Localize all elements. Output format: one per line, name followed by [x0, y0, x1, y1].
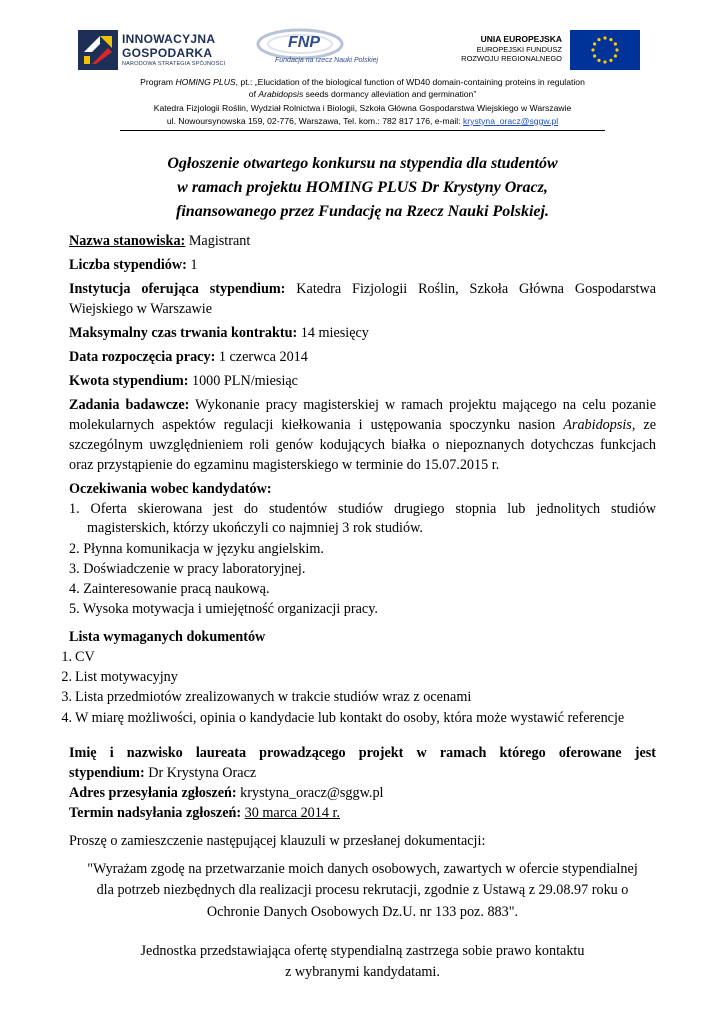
header-email-link[interactable]: krystyna_oracz@sggw.pl — [462, 116, 559, 126]
expectation-1-line1: 1. Oferta skierowana jest do studentów studiów drugiego stopnia lub jednolitych studiów — [69, 501, 656, 517]
field-tasks-line1 — [69, 395, 656, 415]
eu-star-icon — [614, 54, 617, 57]
start-label: Data rozpoczęcia pracy: — [69, 349, 216, 365]
leader-line2 — [69, 763, 256, 783]
ig-text-line1: INNOWACYJNA — [122, 32, 216, 46]
institution-value-2: Wiejskiego w Warszawie — [69, 301, 213, 317]
document-item — [56, 708, 624, 728]
program-name: HOMING PLUS — [175, 77, 236, 87]
position-label: Nazwa stanowiska: — [69, 233, 186, 249]
duration-label: Maksymalny czas trwania kontraktu: — [69, 325, 298, 341]
clause-line1: "Wyrażam zgodę na przetwarzanie moich danych osobowych, zawartych w ofercie stypendialnej — [87, 861, 638, 877]
deadline-value: 30 marca 2014 r. — [244, 805, 340, 821]
document-text: Lista przedmiotów zrealizowanych w trakcie studiów wraz z ocenami — [75, 689, 472, 705]
eu-star-icon — [593, 42, 596, 45]
field-institution — [69, 279, 656, 299]
field-start-date — [69, 347, 308, 367]
institution-label: Instytucja oferująca stypendium: — [69, 281, 286, 297]
institution-line: Katedra Fizjologii Roślin, Wydział Rolnictwa i Biologii, Szkoła Główna Gospodarstwa Wiejskiego w Warszawie — [153, 103, 572, 113]
program-line2-rest: seeds dormancy alleviation and germination” — [303, 89, 477, 99]
start-value: 1 czerwca 2014 — [215, 349, 308, 365]
tasks-text-2b: , ze — [631, 417, 656, 433]
field-address — [69, 783, 384, 803]
expectations-heading: Oczekiwania wobec kandydatów: — [69, 481, 272, 497]
program-prefix: Program — [140, 77, 176, 87]
expectation-2: 2. Płynna komunikacja w języku angielskim. — [69, 541, 324, 557]
amount-label: Kwota stypendium: — [69, 373, 189, 389]
document-item — [56, 647, 95, 667]
eu-star-icon — [597, 59, 600, 62]
leader-value: Dr Krystyna Oracz — [144, 765, 257, 781]
footer-line2: z wybranymi kandydatami. — [285, 964, 440, 980]
title-line3: finansowanego przez Fundację na Rzecz Nauki Polskiej. — [176, 203, 549, 220]
fnp-logo — [255, 28, 379, 72]
ig-text-line3: NARODOWA STRATEGIA SPÓJNOŚCI — [122, 61, 226, 67]
field-deadline — [69, 803, 340, 823]
eu-star-icon — [609, 59, 612, 62]
clause-intro: Proszę o zamieszczenie następującej klauzuli w przesłanej dokumentacji: — [69, 833, 486, 849]
address-value: krystyna_oracz@sggw.pl — [236, 785, 384, 801]
address-label: Adres przesyłania zgłoszeń: — [69, 785, 237, 801]
program-line2-italic: Arabidopsis — [258, 89, 304, 99]
expectation-1-line2: magisterskich, którzy ukończyli co najmniej 3 rok studiów. — [87, 520, 423, 536]
fnp-wordmark: FNP — [288, 34, 320, 51]
document-text: CV — [75, 649, 95, 665]
document-text: List motywacyjny — [75, 669, 178, 685]
eu-star-icon — [615, 48, 618, 51]
expectation-3: 3. Doświadczenie w pracy laboratoryjnej. — [69, 561, 306, 577]
innowacyjna-gospodarka-logo — [78, 28, 253, 72]
eu-star-icon — [593, 54, 596, 57]
clause-line2: dla potrzeb niezbędnych dla realizacji procesu rekrutacji, zgodnie z Ustawą z 29.08.97 roku o — [96, 882, 629, 898]
eu-star-icon — [614, 42, 617, 45]
program-title-part1: , pt.: „Elucidation of the biological function of WD40 domain-containing proteins in regulation — [235, 77, 585, 87]
clause-line3: Ochronie Danych Osobowych Dz.U. nr 133 poz. 883". — [206, 904, 519, 920]
tasks-text-3: szczególnym uwzględnieniem roli genów kodujących białka o niepoznanych dotychczas funkcjach — [69, 437, 656, 453]
address-text: ul. Nowoursynowska 159, 02-776, Warszawa, Tel. kom.: 782 817 176, e-mail: — [166, 116, 463, 126]
leader-label-line2: stypendium: — [69, 765, 145, 781]
eu-star-icon — [609, 38, 612, 41]
field-duration — [69, 323, 369, 343]
count-value: 1 — [186, 257, 198, 273]
deadline-label: Termin nadsyłania zgłoszeń: — [69, 805, 242, 821]
eu-logo — [455, 30, 640, 70]
document-number: 1. — [61, 649, 72, 665]
documents-heading: Lista wymaganych dokumentów — [69, 629, 266, 645]
field-position — [69, 231, 250, 251]
tasks-text-2a: molekularnych aspektów regulacji kiełkowania i ustępowania spoczynku nasion — [69, 417, 564, 433]
eu-star-icon — [603, 36, 606, 39]
duration-value: 14 miesięcy — [297, 325, 369, 341]
document-text: W miarę możliwości, opinia o kandydacie lub kontakt do osoby, która może wystawić referencje — [75, 710, 625, 726]
program-line-2 — [60, 89, 665, 100]
title-line2: w ramach projektu HOMING PLUS Dr Krystyny Oracz, — [177, 179, 548, 196]
expectation-5: 5. Wysoka motywacja i umiejętność organizacji pracy. — [69, 601, 378, 617]
header-divider — [120, 130, 605, 131]
institution-value-1: Katedra Fizjologii Roślin, Szkoła Główna Gospodarstwa — [285, 281, 656, 297]
ig-text-line2: GOSPODARKA — [122, 46, 213, 60]
program-line2-prefix: of — [248, 89, 259, 99]
document-number: 3. — [61, 689, 72, 705]
tasks-text-1: Wykonanie pracy magisterskiej w ramach projektu mającego na celu pozanie — [189, 397, 656, 413]
document-number: 4. — [61, 710, 72, 726]
eu-star-icon — [591, 48, 594, 51]
count-label: Liczba stypendiów: — [69, 257, 187, 273]
eu-flag-icon — [570, 30, 640, 70]
footer-line1: Jednostka przedstawiająca ofertę stypendialną zastrzega sobie prawo kontaktu — [140, 943, 585, 959]
tasks-label: Zadania badawcze: — [69, 397, 190, 413]
eu-text-line1: UNIA EUROPEJSKA — [480, 34, 562, 44]
position-value: Magistrant — [185, 233, 251, 249]
fnp-subtitle: Fundacja na rzecz Nauki Polskiej — [275, 57, 379, 64]
expectation-4: 4. Zainteresowanie pracą naukową. — [69, 581, 270, 597]
eu-star-icon — [603, 60, 606, 63]
document-item — [56, 687, 471, 707]
program-line — [60, 77, 665, 88]
field-amount — [69, 371, 298, 391]
document-item — [56, 667, 178, 687]
address-line — [60, 116, 665, 127]
title-line1: Ogłoszenie otwartego konkursu na stypendia dla studentów — [167, 155, 558, 172]
tasks-text-2-italic: Arabidopsis — [563, 417, 632, 433]
field-tasks-line2 — [69, 415, 656, 435]
leader-label-line1: Imię i nazwisko laureata prowadzącego projekt w ramach którego oferowane jest — [69, 745, 656, 761]
innowacyjna-gospodarka-mark-icon — [78, 30, 118, 70]
document-number: 2. — [61, 669, 72, 685]
eu-star-icon — [597, 38, 600, 41]
tasks-text-4: oraz przystąpienie do egzaminu magisterskiego w terminie do 15.07.2015 r. — [69, 457, 500, 473]
amount-value: 1000 PLN/miesiąc — [188, 373, 298, 389]
eu-text-line2: EUROPEJSKI FUNDUSZ — [476, 45, 562, 54]
eu-text-line3: ROZWOJU REGIONALNEGO — [461, 54, 562, 63]
field-count — [69, 255, 197, 275]
